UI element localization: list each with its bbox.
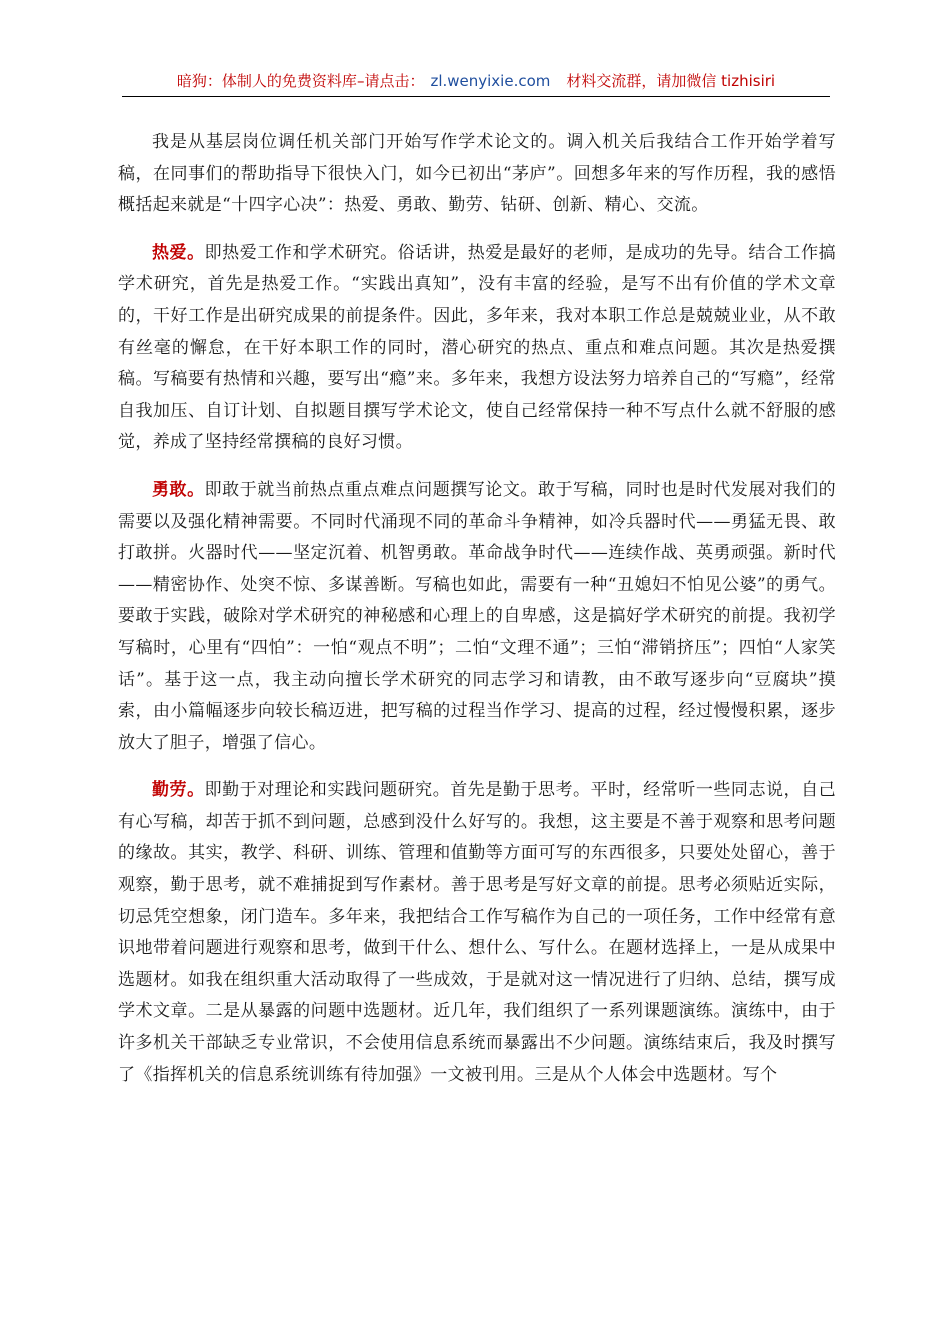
article-body — [118, 127, 836, 1107]
paragraph-keyword: 热爱。 — [152, 242, 205, 263]
header-link[interactable]: zl.wenyixie.com — [430, 72, 551, 90]
paragraph-diligence — [118, 775, 836, 1091]
paragraph-courage — [118, 475, 836, 759]
header-brand: 暗狗：体制人的免费资料库 — [176, 72, 357, 90]
paragraph-text: 即热爱工作和学术研究。俗话讲，热爱是最好的老师，是成功的先导。结合工作搞学术研究，首先是热爱工作。“实践出真知”，没有丰富的经验，是写不出有价值的学术文章的，干好工作是出研究成果的前提条件。因此，多年来，我对本职工作总是兢兢业业，从不敢有丝毫的懈怠，在干好本职工作的同时，潜心研究的热点、重点和难点问题。其次是热爱撰稿。写稿要有热情和兴趣，要写出“瘾”来。多年来，我想方设法努力培养自己的“写瘾”，经常自我加压、自订计划、自拟题目撰写学术论文，使自己经常保持一种不写点什么就不舒服的感觉，养成了坚持经常撰稿的良好习惯。 — [118, 242, 836, 453]
paragraph-keyword: 勤劳。 — [152, 780, 205, 801]
header-divider — [122, 96, 830, 97]
paragraph-text: 我是从基层岗位调任机关部门开始写作学术论文的。调入机关后我结合工作开始学着写稿，在同事们的帮助指导下很快入门，如今已初出“茅庐”。回想多年来的写作历程，我的感悟概括起来就是“十四字心决”：热爱、勇敢、勤劳、钻研、创新、精心、交流。 — [118, 132, 836, 216]
paragraph-text: 即勤于对理论和实践问题研究。首先是勤于思考。平时，经常听一些同志说，自己有心写稿，却苦于抓不到问题，总感到没什么好写的。我想，这主要是不善于观察和思考问题的缘故。其实，教学、科研、训练、管理和值勤等方面可写的东西很多，只要处处留心，善于观察，勤于思考，就不难捕捉到写作素材。善于思考是写好文章的前提。思考必须贴近实际，切忌凭空想象，闭门造车。多年来，我把结合工作写稿作为自己的一项任务，工作中经常有意识地带着问题进行观察和思考，做到干什么、想什么、写什么。在题材选择上，一是从成果中选题材。如我在组织重大活动取得了一些成效，于是就对这一情况进行了归纳、总结，撰写成学术文章。二是从暴露的问题中选题材。近几年，我们组织了一系列课题演练。演练中，由于许多机关干部缺乏专业常识，不会使用信息系统而暴露出不少问题。演练结束后，我及时撰写了《指挥机关的信息系统训练有待加强》一文被刊用。三是从个人体会中选题材。写个 — [118, 780, 836, 1085]
paragraph-text: 即敢于就当前热点重点难点问题撰写论文。敢于写稿，同时也是时代发展对我们的需要以及强化精神需要。不同时代涌现不同的革命斗争精神，如冷兵器时代——勇猛无畏、敢打敢拼。火器时代——坚定沉着、机智勇敢。革命战争时代——连续作战、英勇顽强。新时代——精密协作、处突不惊、多谋善断。写稿也如此，需要有一种“丑媳妇不怕见公婆”的勇气。要敢于实践，破除对学术研究的神秘感和心理上的自卑感，这是搞好学术研究的前提。我初学写稿时，心里有“四怕”：一怕“观点不明”；二怕“文理不通”；三怕“滞销挤压”；四怕“人家笑话”。基于这一点，我主动向擅长学术研究的同志学习和请教，由不敢写逐步向“豆腐块”摸索，由小篇幅逐步向较长稿迈进，把写稿的过程当作学习、提高的过程，经过慢慢积累，逐步放大了胆子，增强了信心。 — [118, 479, 836, 753]
paragraph-intro — [118, 127, 836, 222]
paragraph-keyword: 勇敢。 — [152, 479, 205, 500]
page-header — [122, 66, 830, 96]
header-wechat-note: 材料交流群，请加微信 tizhisiri — [566, 72, 776, 90]
paragraph-love — [118, 238, 836, 459]
header-prompt: –请点击： — [356, 72, 425, 90]
